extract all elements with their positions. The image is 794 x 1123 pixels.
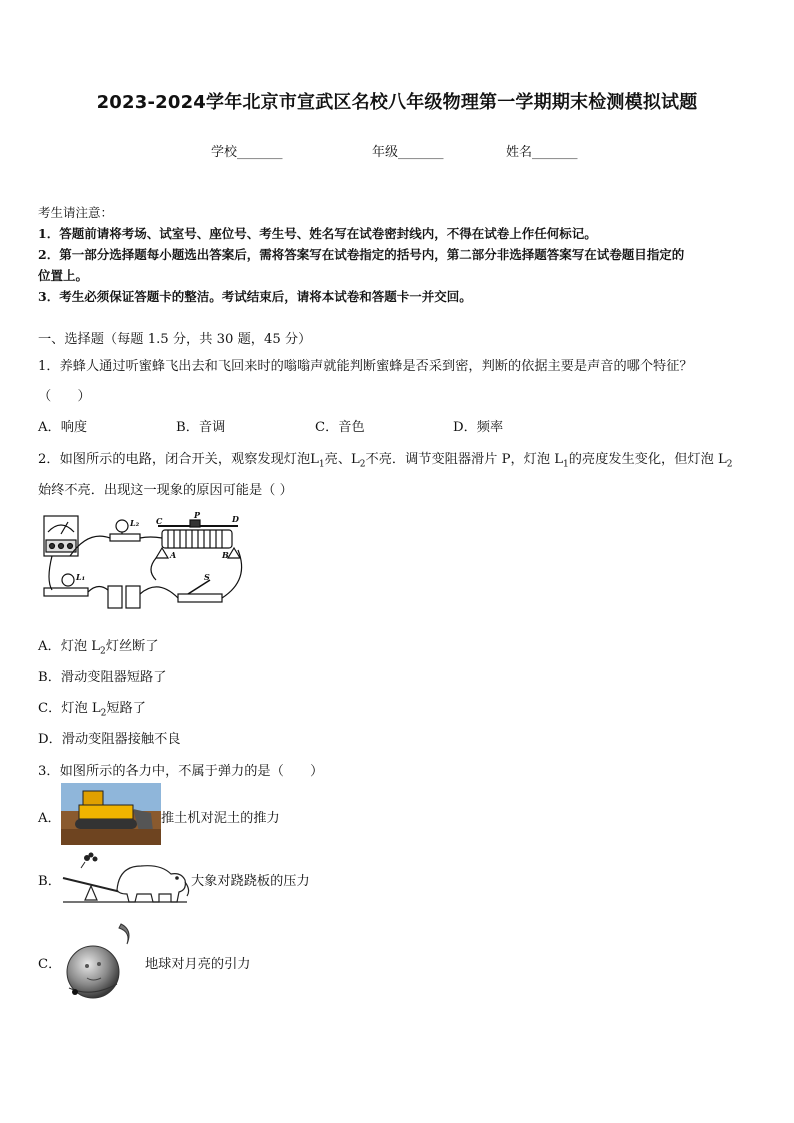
q2-option-b[interactable]: B．滑动变阻器短路了 — [38, 670, 167, 685]
label-c: C — [156, 516, 163, 526]
q1-option-a[interactable]: A．响度 — [38, 420, 88, 435]
q3-option-c-text: 地球对月亮的引力 — [145, 957, 251, 972]
label-s: S — [204, 572, 210, 582]
earth-moon-image — [61, 918, 141, 1000]
elephant-seesaw-image — [61, 850, 191, 906]
q2-option-c[interactable]: C．灯泡 $L_2$短路了 — [38, 701, 146, 719]
notice-heading: 考生请注意： — [38, 205, 114, 220]
label-d: D — [232, 514, 239, 524]
q3-option-c-letter[interactable]: C． — [38, 957, 62, 972]
q3-option-b-letter[interactable]: B． — [38, 874, 61, 889]
battery-icon — [126, 586, 140, 608]
q1-option-c[interactable]: C．音色 — [315, 420, 365, 435]
switch-icon — [178, 594, 222, 602]
label-a: A — [170, 550, 177, 560]
battery-icon — [108, 586, 122, 608]
section-heading: 一、选择题（每题 1.5 分，共 30 题，45 分） — [38, 332, 312, 347]
label-l2: L₂ — [130, 518, 140, 528]
label-p: P — [194, 510, 201, 520]
name-field[interactable]: 姓名_______ — [506, 145, 578, 160]
q3-option-a-text: 推土机对泥土的推力 — [161, 811, 280, 826]
page-title: 2023-2024学年北京市宣武区名校八年级物理第一学期期末检测模拟试题 — [96, 92, 698, 113]
q1-option-d[interactable]: D．频率 — [453, 420, 504, 435]
q1-stem: 1．养蜂人通过听蜜蜂飞出去和飞回来时的嗡嗡声就能判断蜜蜂是否采到密，判断的依据主要是声音的哪个特征？ — [38, 359, 693, 374]
q2-option-d[interactable]: D．滑动变阻器接触不良 — [38, 732, 181, 747]
bulldozer-image — [61, 783, 161, 845]
q3-stem: 3．如图所示的各力中，不属于弹力的是（ ） — [38, 764, 324, 779]
q3-option-a-letter[interactable]: A． — [38, 811, 61, 826]
q3-option-b-text: 大象对跷跷板的压力 — [191, 874, 310, 889]
q1-paren: （ ） — [38, 389, 91, 404]
q2-option-a[interactable]: A．灯泡 $L_2$灯丝断了 — [38, 639, 159, 657]
notice-item: 2．第一部分选择题每小题选出答案后，需将答案写在试卷指定的括号内，第二部分非选择题答案写在试卷题目指定的 — [38, 247, 685, 262]
label-l1: L₁ — [76, 572, 86, 582]
notice-item: 位置上。 — [38, 268, 89, 283]
school-field[interactable]: 学校_______ — [211, 145, 283, 160]
circuit-figure — [38, 510, 253, 615]
q1-option-b[interactable]: B．音调 — [176, 420, 226, 435]
notice-item: 1．答题前请将考场、试室号、座位号、考生号、姓名写在试卷密封线内，不得在试卷上作任何标记。 — [38, 226, 597, 241]
notice-item: 3．考生必须保证答题卡的整洁。考试结束后，请将本试卷和答题卡一并交回。 — [38, 289, 472, 304]
grade-field[interactable]: 年级_______ — [372, 145, 444, 160]
lamp-l1-icon — [44, 588, 88, 596]
q2-stem: 2．如图所示的电路，闭合开关，观察发现灯泡$L_1$亮、$L_2$不亮．调节变阻器滑片 P，灯泡 $L_1$的亮度发生变化，但灯泡 $L_2$ — [38, 452, 733, 470]
label-b: B — [222, 550, 229, 560]
q2-stem-line2: 始终不亮．出现这一现象的原因可能是（ ） — [38, 483, 293, 498]
lamp-l2-icon — [110, 534, 140, 541]
